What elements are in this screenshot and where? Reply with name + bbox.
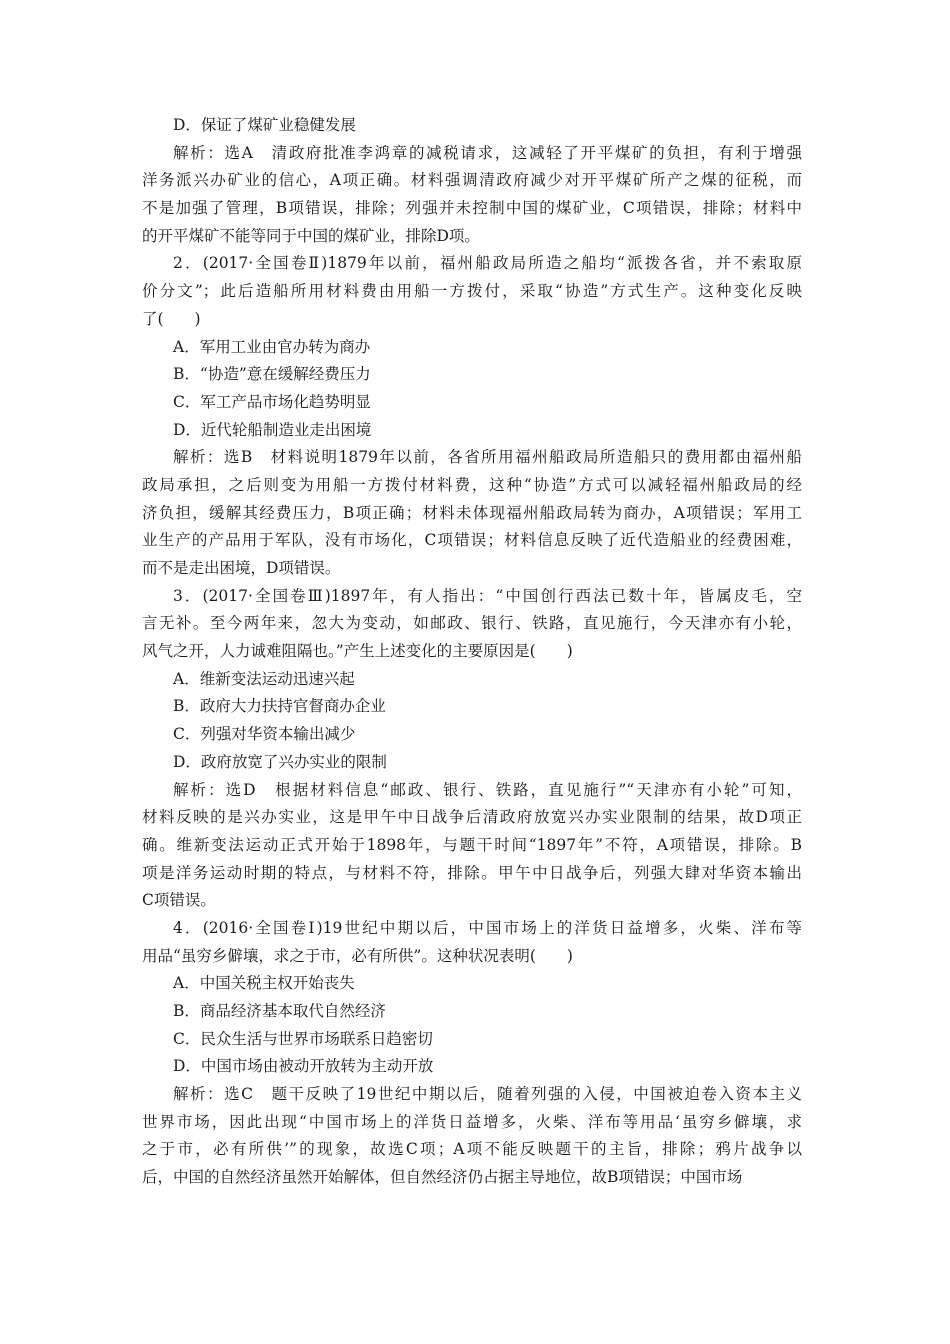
q2-analysis	[142, 444, 802, 582]
q4-opt-c	[142, 1026, 802, 1054]
q4-opt-a	[142, 970, 802, 998]
q2-opt-b	[142, 361, 802, 389]
text-line: D．近代轮船制造业走出困境	[173, 420, 372, 439]
text-line: 世界市场，因此出现“中国市场上的洋货日益增多，火柴、洋布等用品‘虽穷乡僻壤，求	[142, 1112, 802, 1131]
q3-opt-b	[142, 693, 802, 721]
text-line: 后，中国的自然经济虽然开始解体，但自然经济仍占据主导地位，故B项错误；中国市场	[142, 1168, 743, 1187]
text-line: 洋务派兴办矿业的信心，A项正确。材料强调清政府减少对开平煤矿所产之煤的征税，而	[142, 171, 802, 190]
q3-opt-d	[142, 749, 802, 777]
text-line: C．军工产品市场化趋势明显	[173, 392, 371, 411]
q4-opt-d	[142, 1053, 802, 1081]
text-line: C．列强对华资本输出减少	[173, 725, 356, 744]
text-line: 政局承担，之后则变为用船一方拨付材料费，这种“协造”方式可以减轻福州船政局的经	[142, 475, 802, 494]
q3-analysis	[142, 777, 802, 915]
text-line: 3．(2017·全国卷Ⅲ)1897年，有人指出：“中国创行西法已数十年，皆属皮毛，空	[173, 586, 802, 605]
text-line: 材料反映的是兴办实业，这是甲午中日战争后清政府放宽兴办实业限制的结果，故D项正	[142, 808, 802, 827]
q3-opt-a	[142, 666, 802, 694]
text-line: D．政府放宽了兴办实业的限制	[173, 752, 387, 771]
q3-opt-c	[142, 721, 802, 749]
q2-stem	[142, 250, 802, 333]
text-line: D．中国市场由被动开放转为主动开放	[173, 1057, 434, 1076]
q4-analysis	[142, 1081, 802, 1192]
q4-stem	[142, 915, 802, 970]
text-line: 言无补。至今两年来，忽大为变动，如邮政、银行、铁路，直见施行，今天津亦有小轮，	[142, 614, 802, 633]
document-body	[142, 112, 802, 1192]
text-line: 之于市，必有所供’”的现象，故选C项；A项不能反映题干的主旨，排除；鸦片战争以	[142, 1140, 802, 1159]
q2-opt-a	[142, 334, 802, 362]
q1-opt-d	[142, 112, 802, 140]
text-line: B．商品经济基本取代自然经济	[173, 1002, 386, 1020]
text-line: 而不是走出困境，D项错误。	[142, 559, 341, 577]
text-line: C项错误。	[142, 891, 216, 910]
text-line: 的开平煤矿不能等同于中国的煤矿业，排除D项。	[142, 226, 480, 245]
text-line: 4．(2016·全国卷Ⅰ)19世纪中期以后，中国市场上的洋货日益增多，火柴、洋布等	[173, 918, 802, 937]
text-line: 价分文”；此后造船所用材料费由用船一方拨付，采取“协造”方式生产。这种变化反映	[142, 282, 802, 301]
text-line: 不是加强了管理，B项错误，排除；列强并未控制中国的煤矿业，C项错误，排除；材料中	[142, 199, 802, 218]
text-line: 了( )	[142, 309, 201, 328]
text-line: 风气之开，人力诚难阻隔也。”产生上述变化的主要原因是( )	[142, 642, 573, 661]
text-line: 解析：选C 题干反映了19世纪中期以后，随着列强的入侵，中国被迫卷入资本主义	[173, 1085, 802, 1104]
text-line: A．中国关税主权开始丧失	[173, 974, 355, 993]
text-line: 确。维新变法运动正式开始于1898年，与题干时间“1897年”不符，A项错误，排除。B	[142, 835, 802, 854]
text-line: A．军用工业由官办转为商办	[173, 337, 371, 356]
q2-opt-c	[142, 389, 802, 417]
text-line: 用品“虽穷乡僻壤，求之于市，必有所供”。这种状况表明( )	[142, 946, 573, 965]
text-line: 业生产的产品用于军队，没有市场化，C项错误；材料信息反映了近代造船业的经费困难，	[142, 531, 802, 550]
text-line: 济负担，缓解其经费压力，B项正确；材料未体现福州船政局转为商办，A项错误；军用工	[142, 503, 802, 522]
q4-opt-b	[142, 998, 802, 1026]
text-line: D．保证了煤矿业稳健发展	[173, 116, 356, 134]
text-line: A．维新变法运动迅速兴起	[173, 669, 355, 688]
text-line: B．政府大力扶持官督商办企业	[173, 697, 386, 716]
q1-analysis	[142, 140, 802, 251]
q2-opt-d	[142, 417, 802, 445]
text-line: C．民众生活与世界市场联系日趋密切	[173, 1029, 433, 1048]
text-line: B．“协造”意在缓解经费压力	[173, 365, 371, 384]
text-line: 解析：选A 清政府批准李鸿章的减税请求，这减轻了开平煤矿的负担，有利于增强	[173, 143, 802, 162]
text-line: 解析：选D 根据材料信息“邮政、银行、铁路，直见施行”“天津亦有小轮”可知，	[173, 780, 802, 799]
text-line: 解析：选B 材料说明1879年以前，各省所用福州船政局所造船只的费用都由福州船	[173, 448, 802, 467]
text-line: 项是洋务运动时期的特点，与材料不符，排除。甲午中日战争后，列强大肆对华资本输出	[142, 863, 802, 882]
text-line: 2．(2017·全国卷Ⅱ)1879年以前，福州船政局所造之船均“派拨各省，并不索取原	[173, 254, 802, 273]
q3-stem	[142, 583, 802, 666]
